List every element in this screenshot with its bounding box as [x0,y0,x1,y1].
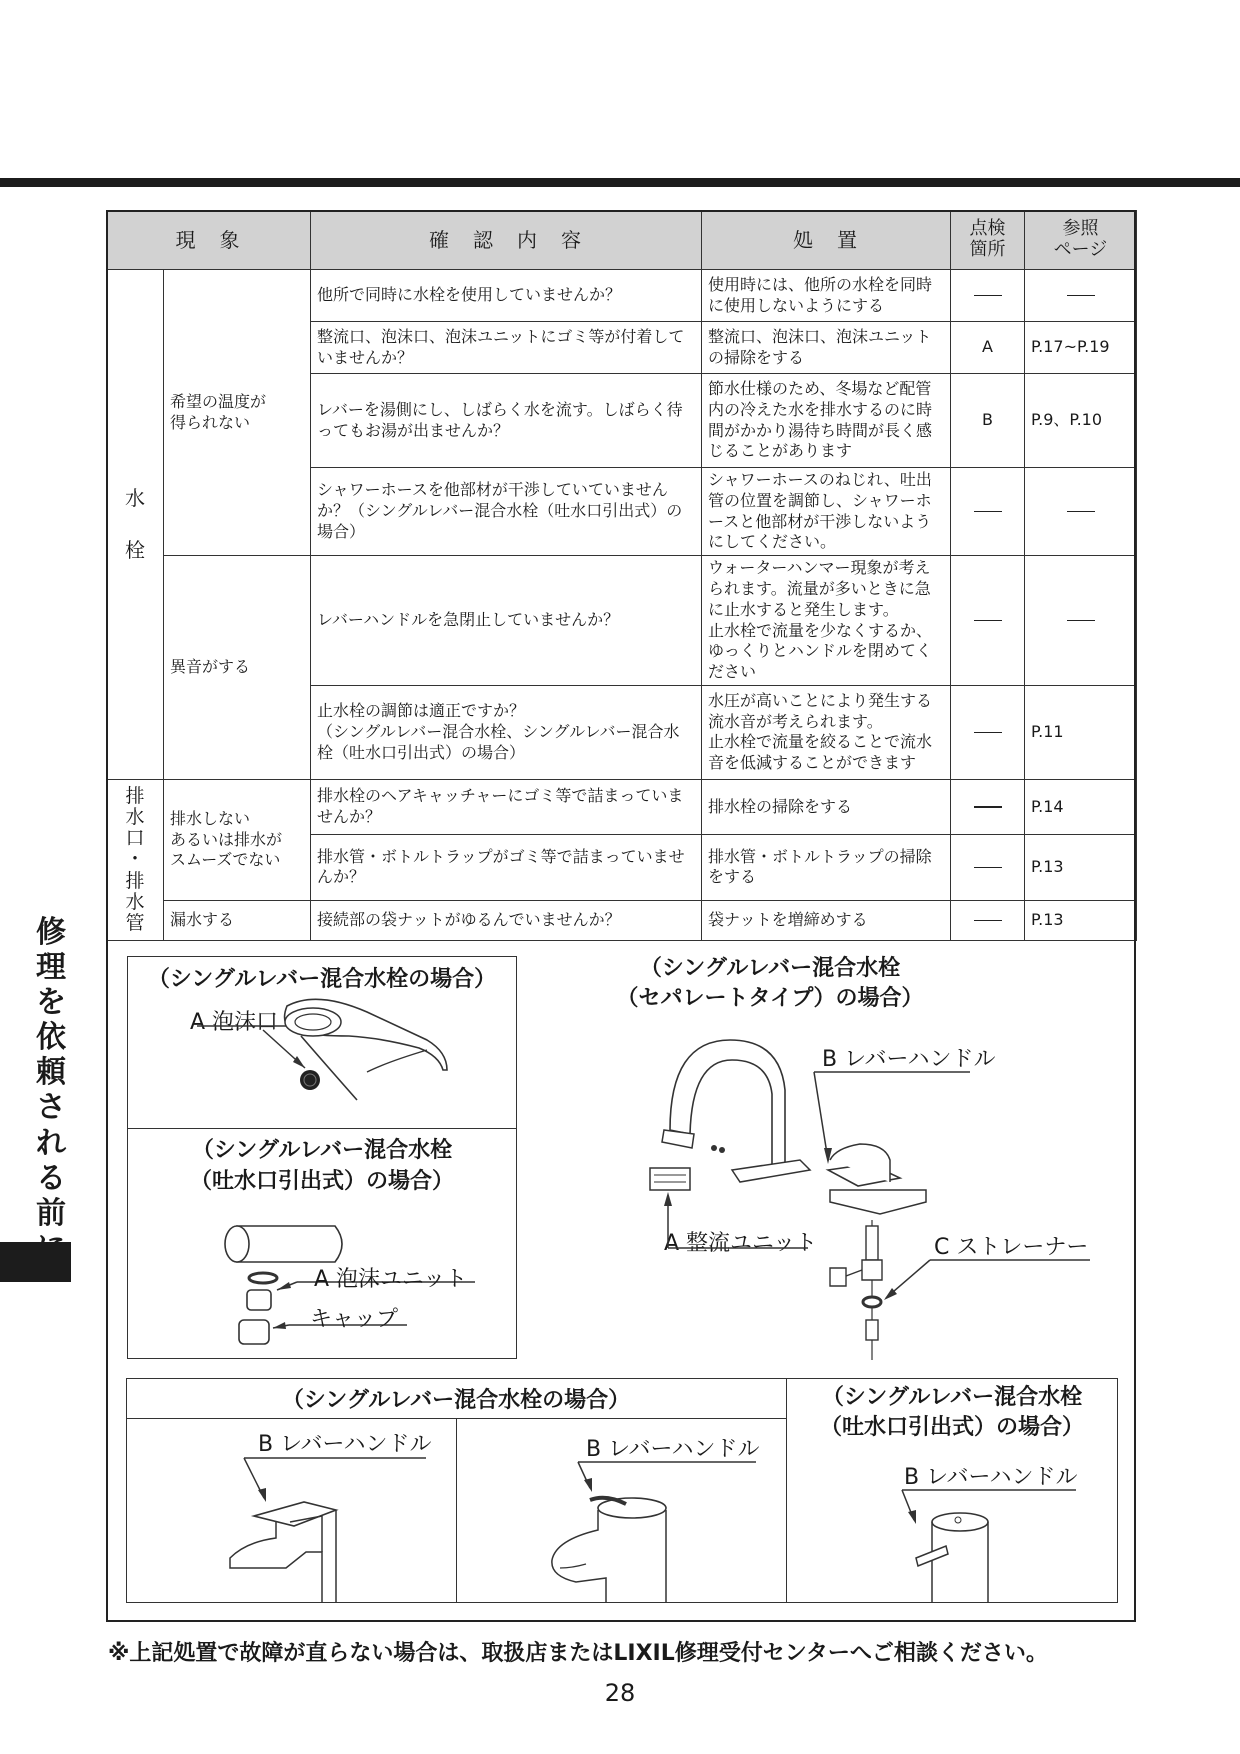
side-char: る [36,1160,66,1196]
fig1-title: （シングルレバー混合水栓の場合） [147,967,497,992]
footer-note: ※上記処置で故障が直らない場合は、取扱店またはLIXIL修理受付センターへご相談ください。 [108,1641,1048,1666]
symptom-leak: 漏水する [164,900,311,940]
fig1-label-a: A 泡沫口 [190,1010,279,1035]
side-tab-block [0,1242,71,1282]
action-cell: 袋ナットを増締めする [702,900,951,940]
fig4a-illustration [126,1418,456,1603]
fig1-illustration [127,996,517,1126]
fig2-title-line1: （シングルレバー混合水栓 [191,1138,453,1163]
side-title [34,915,68,1266]
fig5-title-line1: （シングルレバー混合水栓 [821,1385,1083,1410]
fig3-label-b: B レバーハンドル [822,1047,996,1072]
page-number: 28 [604,1679,636,1707]
side-char: 前 [36,1195,66,1231]
ref-cell: P.13 [1025,900,1137,940]
check-cell: レバーを湯側にし、しばらく水を流す。しばらく待ってもお湯が出ませんか？ [311,374,702,468]
header-symptom: 現 象 [107,211,311,270]
ref-cell: P.17~P.19 [1025,322,1137,374]
ref-cell: P.14 [1025,779,1137,834]
header-rule [0,178,1240,187]
action-cell: 整流口、泡沫口、泡沫ユニットの掃除をする [702,322,951,374]
fig2-title-line2: （吐水口引出式）の場合） [189,1168,454,1194]
side-char: さ [36,1090,66,1126]
symptom-noise: 異音がする [164,556,311,780]
fig3-title-line1: （シングルレバー混合水栓 [639,956,901,981]
ref-cell: P.9、P.10 [1025,374,1137,468]
action-cell: シャワーホースのねじれ、吐出管の位置を調節し、シャワーホースと他部材が干渉しないようにしてください。 [702,468,951,556]
side-char: 依 [36,1020,66,1056]
check-cell: 整流口、泡沫口、泡沫ユニットにゴミ等が付着していませんか？ [311,322,702,374]
check-cell: 排水栓のヘアキャッチャーにゴミ等で詰まっていませんか？ [311,779,702,834]
group-drain: 排 水 口 ・ 排 水 管 [107,779,164,940]
fig5-label-b: B レバーハンドル [904,1465,1078,1490]
check-cell: 他所で同時に水栓を使用していませんか？ [311,270,702,322]
check-cell: 接続部の袋ナットがゆるんでいませんか？ [311,900,702,940]
figure-divider [127,1128,517,1129]
point-cell: A [951,322,1025,374]
fig2-label-a: A 泡沫ユニット [314,1267,468,1292]
header-point: 点検 箇所 [951,211,1025,270]
action-cell: 排水栓の掃除をする [702,779,951,834]
check-cell: 止水栓の調節は適正ですか？ （シングルレバー混合水栓、シングルレバー混合水栓（吐水口引出式）の場合） [311,685,702,779]
action-cell: 水圧が高いことにより発生する流水音が考えられます。 止水栓で流量を絞ることで流水音を低減することができます [702,685,951,779]
ref-cell: P.11 [1025,685,1137,779]
header-ref: 参照 ページ [1025,211,1137,270]
check-cell: シャワーホースを他部材が干渉していていませんか？（シングルレバー混合水栓（吐水口引出式）の場合） [311,468,702,556]
fig5-title-line2: （吐水口引出式）の場合） [819,1414,1084,1440]
fig3-label-a: A 整流ユニット [664,1231,818,1256]
symptom-nodrain: 排水しない あるいは排水が スムーズでない [164,779,311,900]
fig2-title [127,1136,517,1198]
check-cell: 排水管・ボトルトラップがゴミ等で詰まっていませんか？ [311,834,702,900]
action-cell: 排水管・ボトルトラップの掃除をする [702,834,951,900]
group-faucet: 水 栓 [107,270,164,780]
side-char: れ [36,1125,66,1161]
action-cell: 使用時には、他所の水栓を同時に使用しないようにする [702,270,951,322]
side-char: を [36,985,66,1021]
fig5-illustration [786,1460,1118,1603]
fig3-illustration [640,1030,1100,1360]
fig2-label-cap: キャップ [310,1307,399,1332]
header-check: 確 認 内 容 [311,211,702,270]
side-char: 頼 [36,1055,66,1091]
check-cell: レバーハンドルを急閉止していませんか？ [311,556,702,686]
fig4-label-b1: B レバーハンドル [258,1432,432,1457]
fig4-label-b2: B レバーハンドル [586,1437,760,1462]
fig4b-illustration [456,1418,786,1603]
fig3-title [560,954,980,1013]
fig5-title [786,1383,1118,1442]
fig3-label-c: C ストレーナー [934,1235,1089,1260]
point-cell: B [951,374,1025,468]
fig4-title: （シングルレバー混合水栓の場合） [281,1388,631,1413]
side-char: 理 [36,950,66,986]
header-action: 処 置 [702,211,951,270]
symptom-temp: 希望の温度が 得られない [164,270,311,556]
side-char: 修 [36,915,66,950]
ref-cell: P.13 [1025,834,1137,900]
fig3-title-line2: （セパレートタイプ）の場合） [616,985,924,1011]
action-cell: ウォーターハンマー現象が考えられます。流量が多いときに急に止水すると発生します。 止水栓で流量を少なくするか、ゆっくりとハンドルを閉めてください [702,556,951,686]
action-cell: 節水仕様のため、冬場など配管内の冷えた水を排水するのに時間がかかり湯待ち時間が長く感じることがあります [702,374,951,468]
